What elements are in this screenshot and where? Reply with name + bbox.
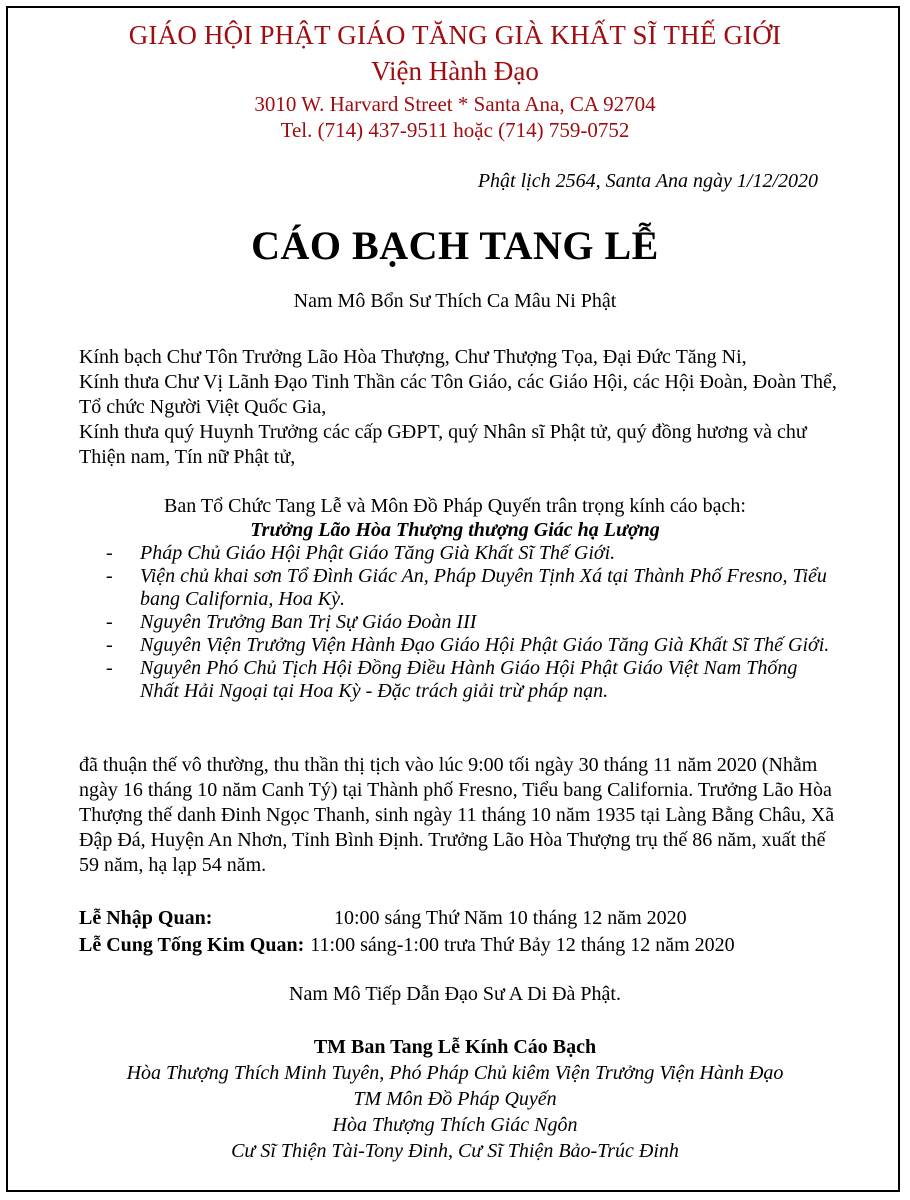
signature-heading: TM Ban Tang Lễ Kính Cáo Bạch	[313, 1036, 597, 1058]
list-item: - Viện chủ khai sơn Tổ Đình Giác An, Pháp Duyên Tịnh Xá tại Thành Phố Fresno, Tiểu bang California, Hoa Kỳ.	[106, 565, 827, 610]
schedule-row	[79, 932, 735, 959]
phone: Tel. (714) 437-9511 hoặc (714) 759-0752	[280, 118, 630, 142]
announcement-intro: Ban Tổ Chức Tang Lễ và Môn Đồ Pháp Quyến trân trọng kính cáo bạch:	[164, 495, 746, 517]
title-text: Nguyên Viện Trưởng Viện Hành Đạo Giáo Hội Phật Giáo Tăng Già Khất Sĩ Thế Giới.	[140, 634, 830, 656]
schedule-time: 10:00 sáng Thứ Năm 10 tháng 12 năm 2020	[334, 907, 687, 929]
org-name: GIÁO HỘI PHẬT GIÁO TĂNG GIÀ KHẤT SĨ THẾ GIỚI	[128, 20, 782, 50]
list-item: - Pháp Chủ Giáo Hội Phật Giáo Tăng Già Khất Sĩ Thế Giới.	[106, 542, 616, 564]
greeting-line: Kính thưa Chư Vị Lãnh Đạo Tinh Thần các Tôn Giáo, các Giáo Hội, các Hội Đoàn, Đoàn Thể, Tổ chức Người Việt Quốc Gia,	[79, 371, 837, 418]
signature-line: Cư Sĩ Thiện Tài-Tony Đinh, Cư Sĩ Thiện Bảo-Trúc Đinh	[231, 1140, 679, 1162]
schedule-time: 11:00 sáng-1:00 trưa Thứ Bảy 12 tháng 12 năm 2020	[310, 934, 735, 956]
signature-line: Hòa Thượng Thích Giác Ngôn	[332, 1114, 578, 1136]
schedule	[79, 905, 735, 959]
schedule-label: Lễ Cung Tống Kim Quan:	[79, 934, 305, 956]
greetings	[79, 345, 839, 470]
body-text: đã thuận thế vô thường, thu thần thị tịch vào lúc 9:00 tối ngày 30 tháng 11 năm 2020 (Nhằm ngày 16 tháng 10 năm Canh Tý) tại Thành phố Fresno, Tiểu bang California. Trưởng Lão Hòa Thượng thế danh Đinh Ngọc Thanh, sinh ngày 11 tháng 10 năm 1935 tại Làng Bằng Châu, Xã Đập Đá, Huyện An Nhơn, Tỉnh Bình Định. Trưởng Lão Hòa Thượng trụ thế 86 năm, xuất thế 59 năm, hạ lạp 54 năm.	[79, 754, 835, 876]
institute-name: Viện Hành Đạo	[371, 56, 539, 86]
page-title: CÁO BẠCH TANG LỄ	[251, 223, 659, 268]
greeting-line: Kính bạch Chư Tôn Trưởng Lão Hòa Thượng, Chư Thượng Tọa, Đại Đức Tăng Ni,	[79, 346, 747, 368]
signature-line: TM Môn Đồ Pháp Quyến	[353, 1088, 557, 1110]
list-item: - Nguyên Viện Trưởng Viện Hành Đạo Giáo Hội Phật Giáo Tăng Già Khất Sĩ Thế Giới.	[106, 634, 830, 656]
titles-list	[100, 542, 830, 703]
schedule-row	[79, 905, 735, 932]
title-text: Nguyên Trưởng Ban Trị Sự Giáo Đoàn III	[140, 611, 477, 633]
honoree-name: Trưởng Lão Hòa Thượng thượng Giác hạ Lượng	[250, 519, 660, 541]
title-text: Pháp Chủ Giáo Hội Phật Giáo Tăng Già Khất Sĩ Thế Giới.	[140, 542, 616, 564]
date-line: Phật lịch 2564, Santa Ana ngày 1/12/2020	[477, 170, 818, 192]
closing-invocation: Nam Mô Tiếp Dẫn Đạo Sư A Di Đà Phật.	[289, 983, 621, 1005]
list-item: - Nguyên Trưởng Ban Trị Sự Giáo Đoàn III	[106, 611, 477, 633]
schedule-label: Lễ Nhập Quan:	[79, 907, 213, 929]
address: 3010 W. Harvard Street * Santa Ana, CA 92704	[254, 92, 656, 116]
title-text: Viện chủ khai sơn Tổ Đình Giác An, Pháp Duyên Tịnh Xá tại Thành Phố Fresno, Tiểu bang California, Hoa Kỳ.	[140, 565, 827, 610]
signature-line: Hòa Thượng Thích Minh Tuyên, Phó Pháp Chủ kiêm Viện Trưởng Viện Hành Đạo	[126, 1062, 784, 1084]
list-item: - Nguyên Phó Chủ Tịch Hội Đồng Điều Hành Giáo Hội Phật Giáo Việt Nam Thống Nhất Hải Ngoại tại Hoa Kỳ - Đặc trách giải trừ pháp nạn.	[106, 657, 798, 702]
title-text: Nguyên Phó Chủ Tịch Hội Đồng Điều Hành Giáo Hội Phật Giáo Việt Nam Thống Nhất Hải Ngoại tại Hoa Kỳ - Đặc trách giải trừ pháp nạn.	[140, 657, 798, 702]
greeting-line: Kính thưa quý Huynh Trưởng các cấp GĐPT, quý Nhân sĩ Phật tử, quý đồng hương và chư Thiện nam, Tín nữ Phật tử,	[79, 421, 807, 468]
invocation: Nam Mô Bổn Sư Thích Ca Mâu Ni Phật	[293, 290, 617, 312]
